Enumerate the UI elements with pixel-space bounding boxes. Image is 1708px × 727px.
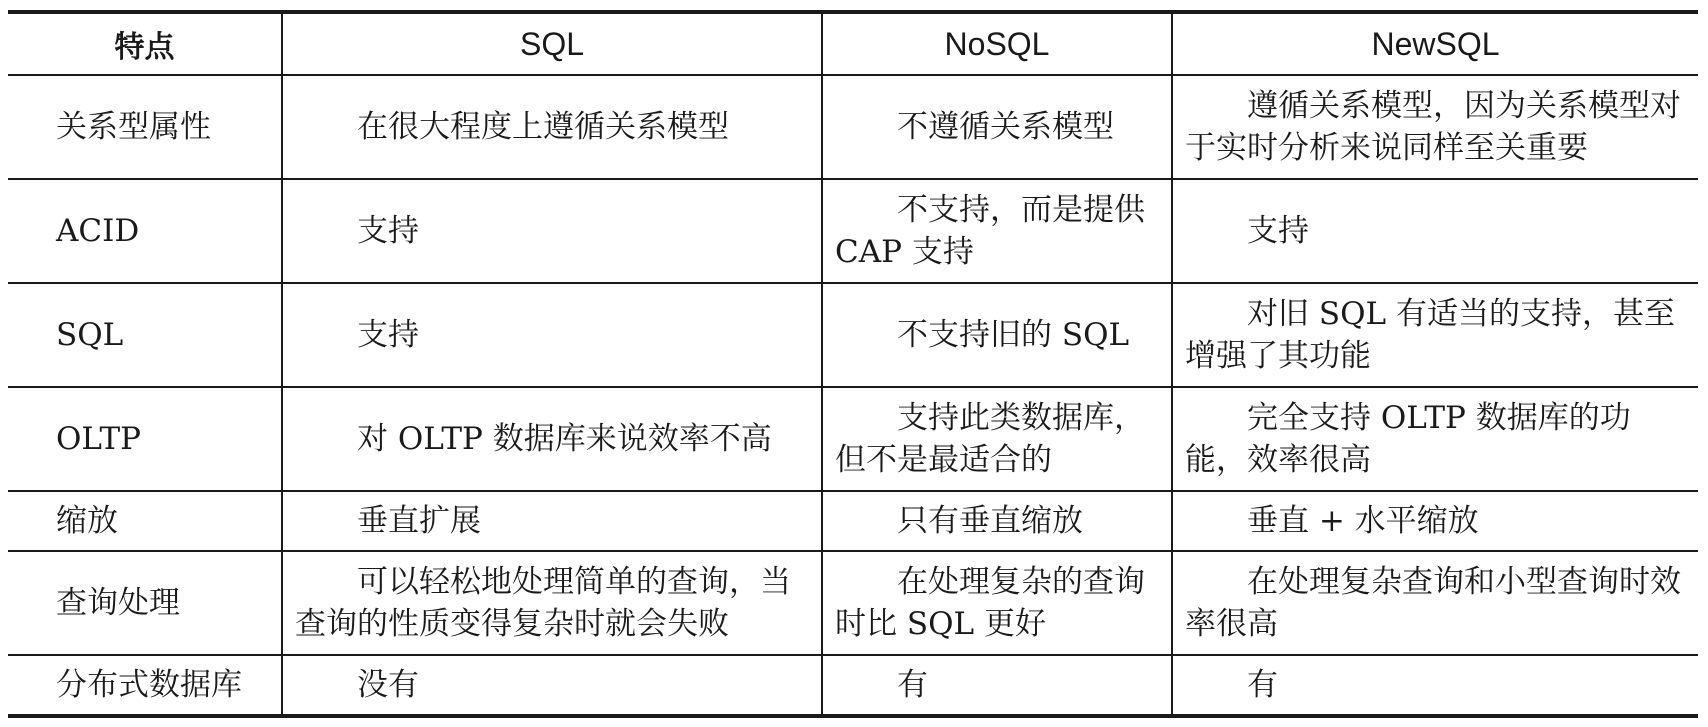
cell-newsql: 对旧 SQL 有适当的支持，甚至增强了其功能 bbox=[1172, 283, 1698, 387]
row-feature: 查询处理 bbox=[8, 551, 282, 655]
row-feature: ACID bbox=[8, 179, 282, 283]
cell-sql: 对 OLTP 数据库来说效率不高 bbox=[282, 387, 822, 491]
cell-nosql: 不支持，而是提供 CAP 支持 bbox=[822, 179, 1172, 283]
cell-nosql: 在处理复杂的查询时比 SQL 更好 bbox=[822, 551, 1172, 655]
table-row bbox=[8, 75, 1698, 179]
cell-newsql: 支持 bbox=[1172, 179, 1698, 283]
cell-newsql: 垂直 + 水平缩放 bbox=[1172, 491, 1698, 551]
cell-nosql: 支持此类数据库，但不是最适合的 bbox=[822, 387, 1172, 491]
comparison-table bbox=[8, 10, 1698, 718]
cell-sql: 支持 bbox=[282, 283, 822, 387]
cell-nosql: 只有垂直缩放 bbox=[822, 491, 1172, 551]
table-row bbox=[8, 551, 1698, 655]
table-row bbox=[8, 655, 1698, 716]
row-feature: 缩放 bbox=[8, 491, 282, 551]
cell-newsql: 完全支持 OLTP 数据库的功能，效率很高 bbox=[1172, 387, 1698, 491]
row-feature: 关系型属性 bbox=[8, 75, 282, 179]
cell-newsql: 遵循关系模型，因为关系模型对于实时分析来说同样至关重要 bbox=[1172, 75, 1698, 179]
cell-nosql: 不遵循关系模型 bbox=[822, 75, 1172, 179]
header-sql: SQL bbox=[282, 12, 822, 75]
cell-sql: 没有 bbox=[282, 655, 822, 716]
table-row bbox=[8, 283, 1698, 387]
cell-sql: 在很大程度上遵循关系模型 bbox=[282, 75, 822, 179]
row-feature: SQL bbox=[8, 283, 282, 387]
cell-nosql: 有 bbox=[822, 655, 1172, 716]
header-row bbox=[8, 12, 1698, 75]
table-row bbox=[8, 491, 1698, 551]
cell-sql: 可以轻松地处理简单的查询，当查询的性质变得复杂时就会失败 bbox=[282, 551, 822, 655]
header-feature: 特点 bbox=[8, 12, 282, 75]
table-row bbox=[8, 387, 1698, 491]
table-row bbox=[8, 179, 1698, 283]
cell-sql: 支持 bbox=[282, 179, 822, 283]
row-feature: OLTP bbox=[8, 387, 282, 491]
cell-nosql: 不支持旧的 SQL bbox=[822, 283, 1172, 387]
header-nosql: NoSQL bbox=[822, 12, 1172, 75]
header-newsql: NewSQL bbox=[1172, 12, 1698, 75]
cell-newsql: 有 bbox=[1172, 655, 1698, 716]
row-feature: 分布式数据库 bbox=[8, 655, 282, 716]
cell-sql: 垂直扩展 bbox=[282, 491, 822, 551]
cell-newsql: 在处理复杂查询和小型查询时效率很高 bbox=[1172, 551, 1698, 655]
